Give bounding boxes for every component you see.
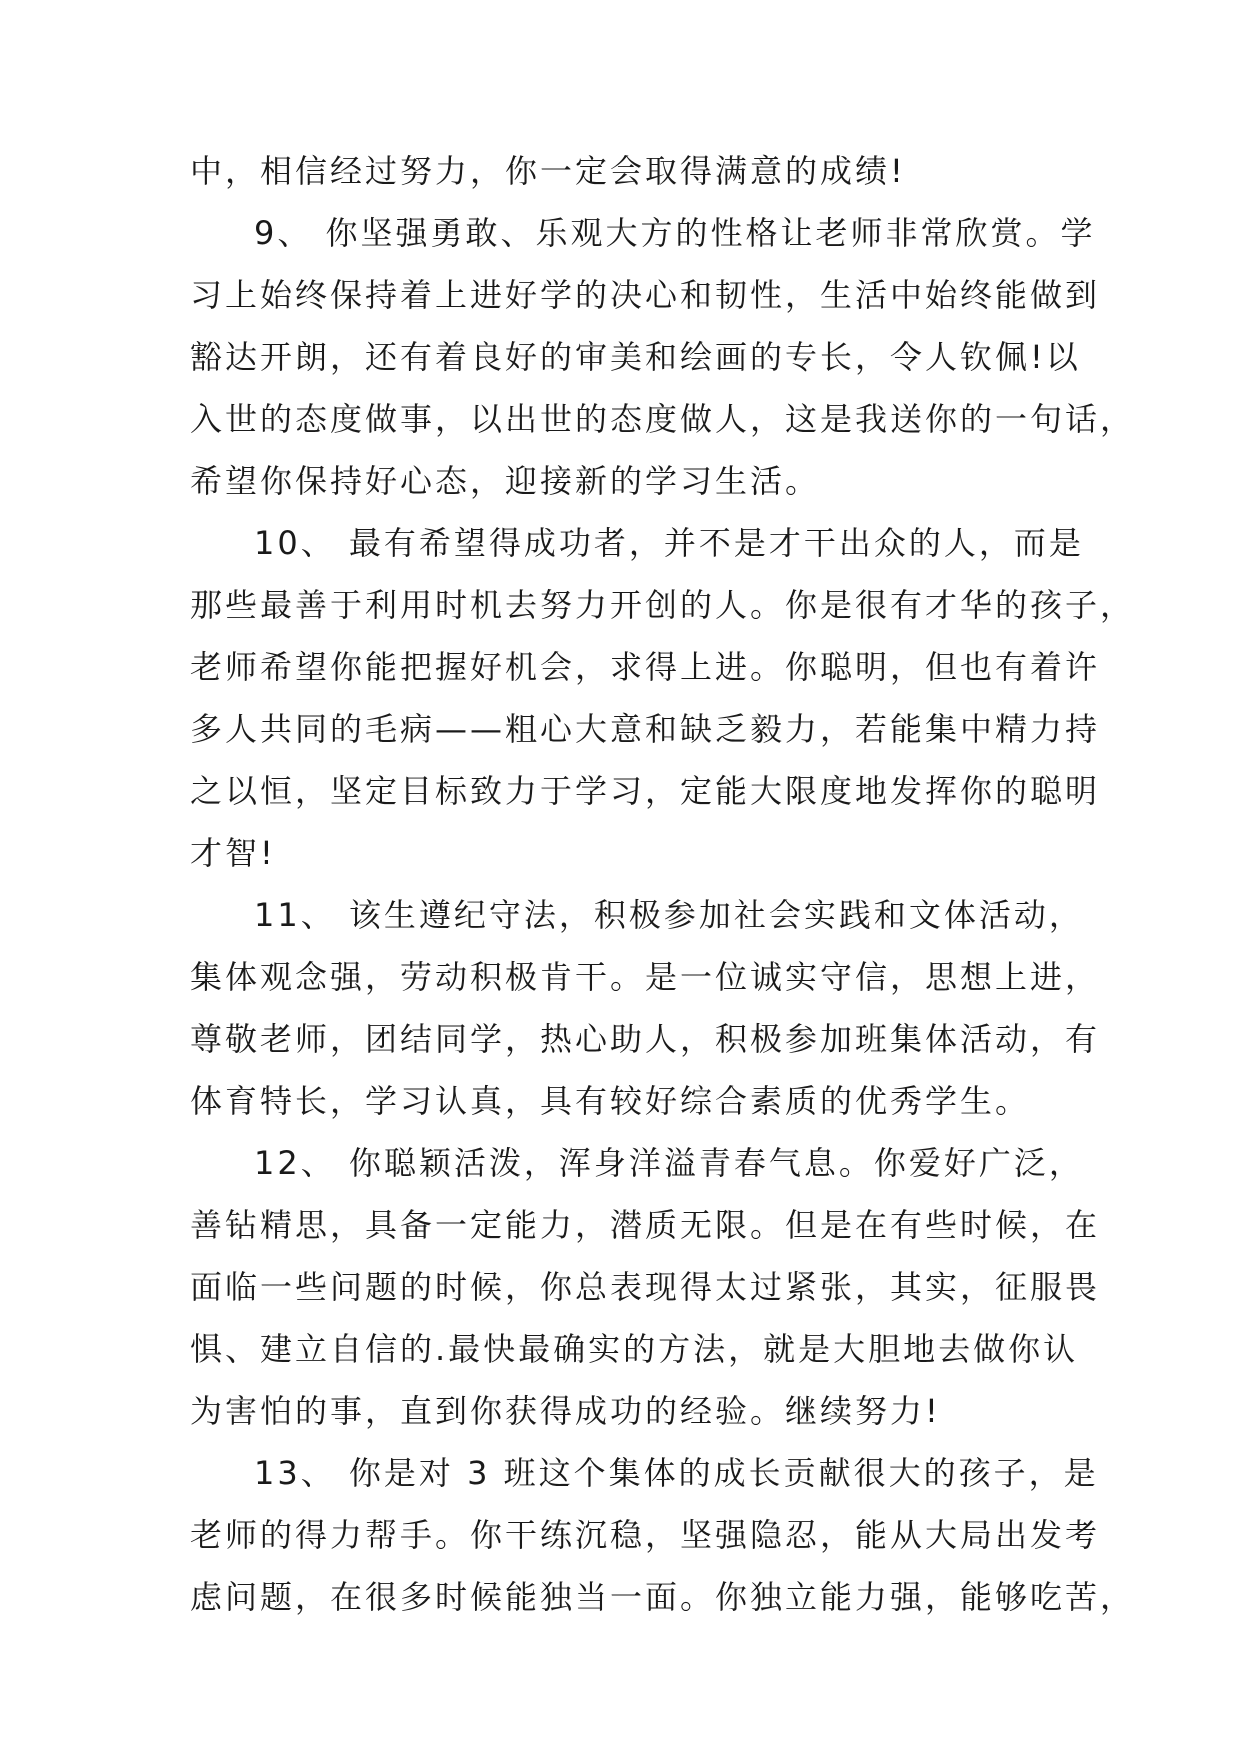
- text-line: 才智!: [190, 834, 276, 872]
- text-line: 之以恒，坚定目标致力于学习，定能大限度地发挥你的聪明: [190, 772, 1101, 810]
- text-line: 12、 你聪颖活泼，浑身洋溢青春气息。你爱好广泛，: [254, 1144, 1084, 1182]
- text-line: 集体观念强，劳动积极肯干。是一位诚实守信，思想上进，: [190, 958, 1101, 996]
- text-line: 入世的态度做事，以出世的态度做人，这是我送你的一句话，: [190, 400, 1136, 438]
- text-line: 面临一些问题的时候，你总表现得太过紧张，其实，征服畏: [190, 1268, 1101, 1306]
- text-line: 尊敬老师，团结同学，热心助人，积极参加班集体活动，有: [190, 1020, 1101, 1058]
- text-line: 13、 你是对 3 班这个集体的成长贡献很大的孩子，是: [254, 1454, 1099, 1492]
- text-line: 9、 你坚强勇敢、乐观大方的性格让老师非常欣赏。学: [254, 214, 1096, 252]
- text-line: 虑问题，在很多时候能独当一面。你独立能力强，能够吃苦，: [190, 1578, 1136, 1616]
- text-line: 为害怕的事，直到你获得成功的经验。继续努力!: [190, 1392, 941, 1430]
- text-line: 老师的得力帮手。你干练沉稳，坚强隐忍，能从大局出发考: [190, 1516, 1101, 1554]
- text-line: 10、 最有希望得成功者，并不是才干出众的人，而是: [254, 524, 1084, 562]
- text-line: 多人共同的毛病——粗心大意和缺乏毅力，若能集中精力持: [190, 710, 1101, 748]
- text-line: 11、 该生遵纪守法，积极参加社会实践和文体活动，: [254, 896, 1084, 934]
- text-line: 善钻精思，具备一定能力，潜质无限。但是在有些时候，在: [190, 1206, 1101, 1244]
- text-line: 习上始终保持着上进好学的决心和韧性，生活中始终能做到: [190, 276, 1101, 314]
- text-line: 那些最善于利用时机去努力开创的人。你是很有才华的孩子，: [190, 586, 1136, 624]
- text-line: 老师希望你能把握好机会，求得上进。你聪明，但也有着许: [190, 648, 1101, 686]
- text-line: 体育特长，学习认真，具有较好综合素质的优秀学生。: [190, 1082, 1031, 1120]
- text-line: 豁达开朗，还有着良好的审美和绘画的专长，令人钦佩!以: [190, 338, 1081, 376]
- document-body: [190, 152, 1136, 1640]
- text-line: 惧、建立自信的.最快最确实的方法，就是大胆地去做你认: [190, 1330, 1079, 1368]
- text-line: 希望你保持好心态，迎接新的学习生活。: [190, 462, 821, 500]
- text-line: 中，相信经过努力，你一定会取得满意的成绩!: [190, 152, 906, 190]
